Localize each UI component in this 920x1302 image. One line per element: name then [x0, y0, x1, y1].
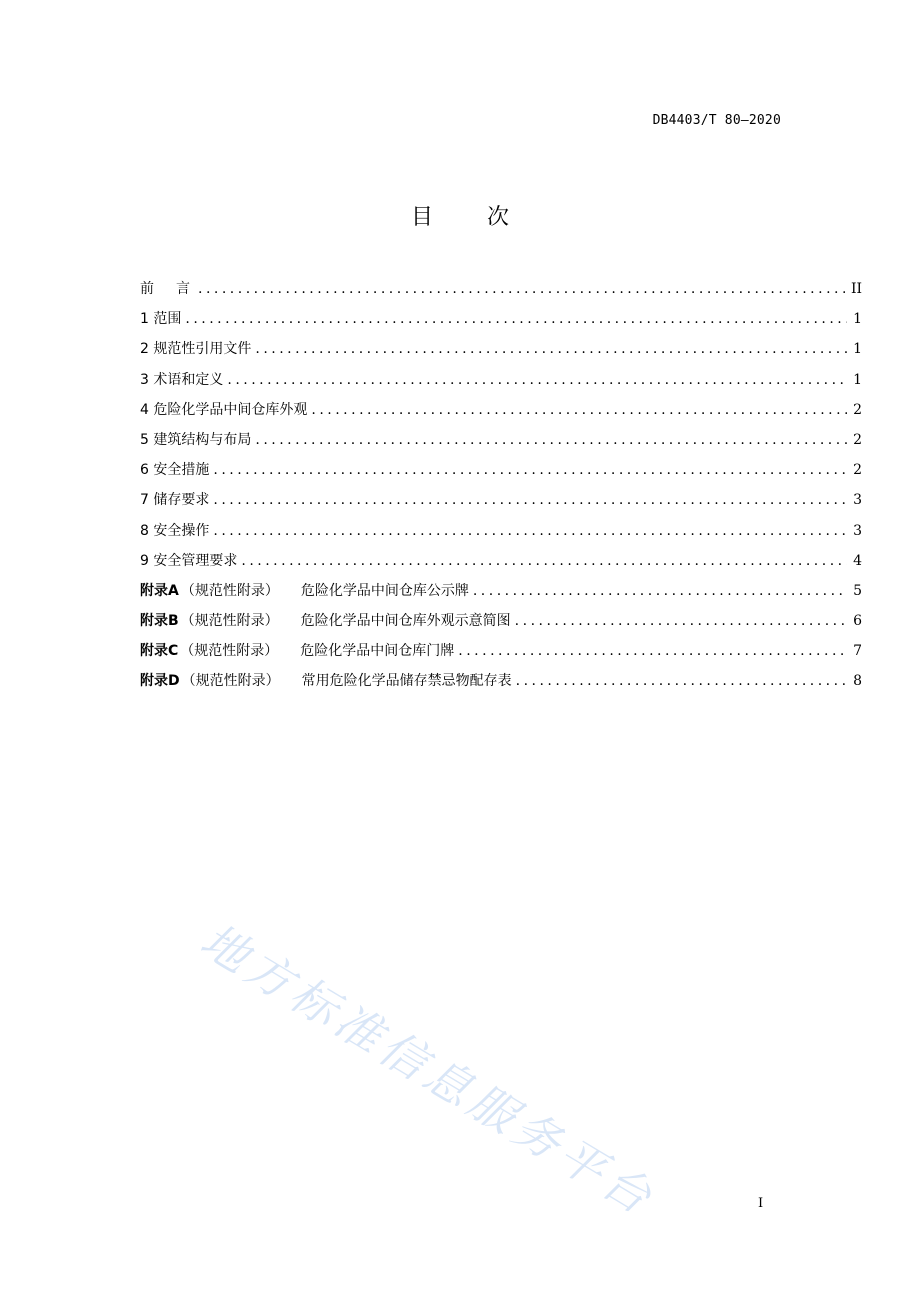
toc-leader: [213, 489, 847, 511]
annex-title: 危险化学品中间仓库门牌: [300, 643, 455, 660]
toc-entry-page: 1: [853, 311, 862, 328]
toc-entry-title: 范围: [153, 311, 182, 328]
annex-title: 常用危险化学品储存禁忌物配存表: [301, 673, 512, 690]
annex-label: 附录A: [140, 582, 179, 599]
toc-entry-page: 2: [853, 462, 862, 479]
toc-leader: [515, 610, 847, 632]
toc-leader: [255, 429, 847, 451]
page-number: I: [758, 1196, 764, 1211]
toc-entry-title: 危险化学品中间仓库外观: [153, 401, 308, 418]
toc-entry-page: 4: [853, 552, 862, 569]
toc-leader: [198, 278, 845, 300]
toc-entry-4[interactable]: [140, 399, 862, 429]
toc-entry-number: 4: [140, 401, 149, 418]
toc-entry-foreword[interactable]: [140, 278, 862, 308]
toc-entry-number: 5: [140, 431, 149, 448]
toc-entry-page: 6: [853, 613, 862, 630]
annex-title: 危险化学品中间仓库公示牌: [300, 582, 469, 599]
toc-entry-title: 储存要求: [153, 492, 210, 509]
toc-entry-page: 3: [853, 492, 862, 509]
toc-entry-title: 安全管理要求: [153, 552, 238, 569]
toc-entry-page: 2: [853, 401, 862, 418]
toc-entry-page: II: [850, 281, 862, 297]
toc-leader: [458, 640, 847, 662]
toc-entry-7[interactable]: [140, 489, 862, 519]
toc-leader: [516, 670, 847, 692]
document-code: DB4403/T 80—2020: [652, 113, 781, 128]
toc-entry-title: 安全措施: [153, 462, 210, 479]
toc-entry-page: 1: [853, 371, 862, 388]
toc-entry-9[interactable]: [140, 550, 862, 580]
toc-entry-page: 1: [853, 341, 862, 358]
annex-type: （规范性附录）: [180, 613, 279, 630]
toc-entry-2[interactable]: [140, 338, 862, 368]
annex-label: 附录D: [140, 673, 180, 690]
annex-label: 附录B: [140, 613, 179, 630]
annex-label: 附录C: [140, 643, 179, 660]
toc-entry-6[interactable]: [140, 459, 862, 489]
toc-leader: [311, 399, 847, 421]
annex-title: 危险化学品中间仓库外观示意简图: [300, 613, 511, 630]
toc-leader: [227, 369, 847, 391]
watermark: 地方标准信息服务平台: [191, 912, 666, 1227]
toc-entry-number: 9: [140, 552, 149, 569]
toc-leader: [213, 459, 847, 481]
toc-entry-page: 7: [853, 643, 862, 660]
toc-leader: [241, 550, 847, 572]
toc-entry-3[interactable]: [140, 369, 862, 399]
annex-type: （规范性附录）: [181, 673, 280, 690]
toc-leader: [255, 338, 847, 360]
toc-entry-title: 规范性引用文件: [153, 341, 252, 358]
toc-leader: [185, 308, 847, 330]
toc-entry-number: 8: [140, 522, 149, 539]
toc-entry-number: 1: [140, 311, 149, 328]
toc-entry-number: 7: [140, 492, 149, 509]
toc-entry-page: 3: [853, 522, 862, 539]
toc-entry-number: 6: [140, 462, 149, 479]
toc-annex-b[interactable]: [140, 610, 862, 640]
toc-annex-d[interactable]: [140, 670, 862, 700]
toc-entry-title: 前 言: [140, 281, 194, 297]
annex-type: （规范性附录）: [180, 582, 279, 599]
table-of-contents: [140, 278, 862, 701]
toc-entry-title: 术语和定义: [153, 371, 224, 388]
toc-entry-page: 5: [853, 582, 862, 599]
toc-entry-title: 安全操作: [153, 522, 210, 539]
toc-entry-title: 建筑结构与布局: [153, 431, 252, 448]
page-title: 目次: [410, 205, 563, 230]
toc-entry-number: 2: [140, 341, 149, 358]
toc-entry-page: 2: [853, 431, 862, 448]
annex-type: （规范性附录）: [180, 643, 279, 660]
toc-leader: [213, 520, 847, 542]
toc-leader: [473, 580, 847, 602]
toc-entry-5[interactable]: [140, 429, 862, 459]
toc-entry-8[interactable]: [140, 520, 862, 550]
toc-entry-number: 3: [140, 371, 149, 388]
toc-entry-page: 8: [853, 673, 862, 690]
toc-annex-c[interactable]: [140, 640, 862, 670]
toc-entry-1[interactable]: [140, 308, 862, 338]
toc-annex-a[interactable]: [140, 580, 862, 610]
